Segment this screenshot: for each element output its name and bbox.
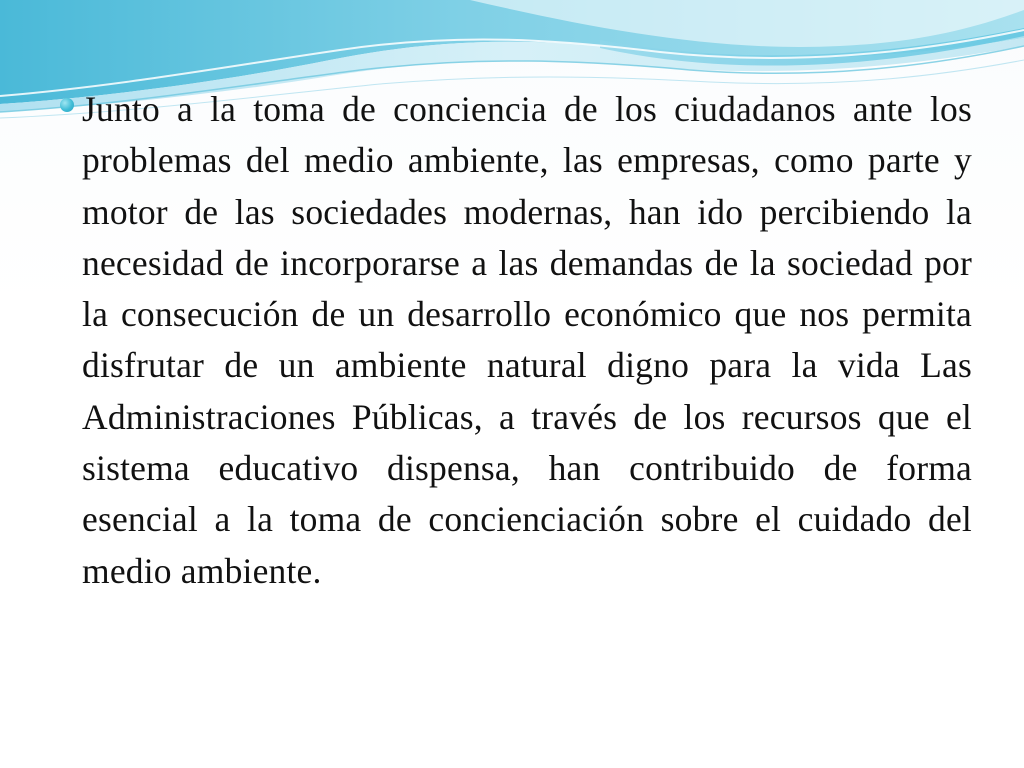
content-area (60, 84, 972, 597)
round-bullet-icon (60, 98, 74, 112)
bullet-paragraph: Junto a la toma de conciencia de los ciudadanos ante los problemas del medio ambiente, las empresas, como parte y motor de las sociedades modernas, han ido percibiendo la necesidad de incorporarse a las demandas de la sociedad por la consecución de un desarrollo económico que nos permita disfrutar de un ambiente natural digno para la vida Las Administraciones Públicas, a través de los recursos que el sistema educativo dispensa, han contribuido de forma esencial a la toma de concienciación sobre el cuidado del medio ambiente. (82, 89, 972, 591)
bullet-item (60, 84, 972, 597)
